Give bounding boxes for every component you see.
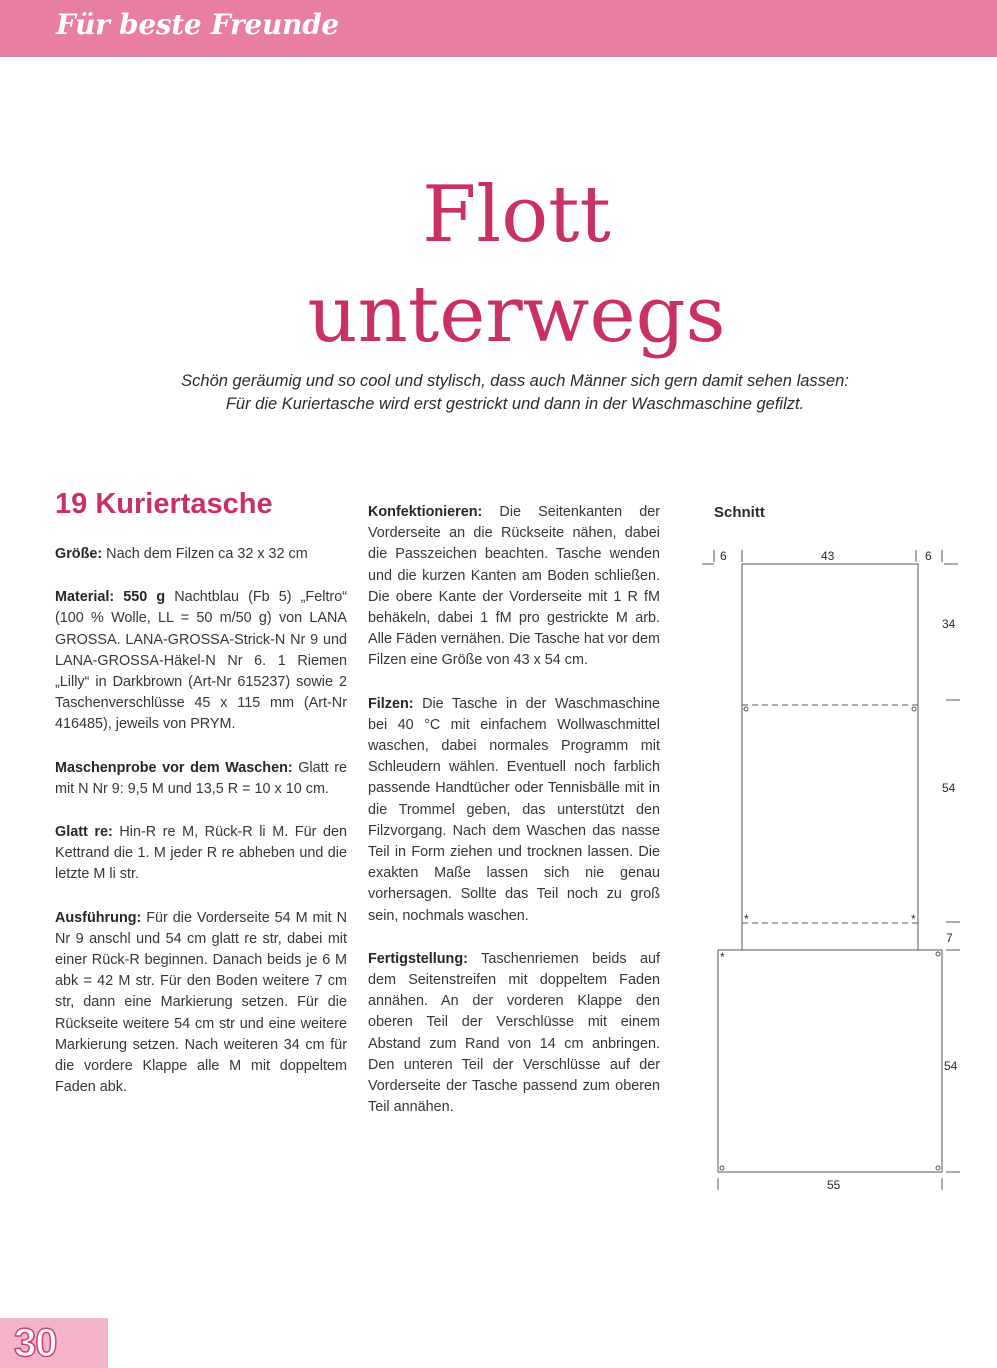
paragraph-label: Glatt re: <box>55 824 113 841</box>
pattern-diagram <box>700 530 970 1200</box>
title-line-2: unterwegs <box>307 270 726 360</box>
intro-line-2: Für die Kuriertasche wird erst gestrickt und dann in der Waschmaschine gefilzt. <box>225 395 805 413</box>
mark-circle <box>936 1166 940 1170</box>
section-heading: 19 Kuriertasche <box>55 488 273 520</box>
paragraph-text: Glatt re mit N Nr 9: 9,5 M und 13,5 R = 10 x 10 cm. <box>55 759 347 797</box>
title-line-1: Flott <box>422 170 611 260</box>
dim-label-h3: 7 <box>946 931 953 945</box>
intro-line-1: Schön geräumig und so cool und stylisch, dass auch Männer sich gern damit sehen lassen: <box>181 372 849 390</box>
dim-label-h2: 54 <box>942 781 956 795</box>
paragraph-label: Material: 550 g <box>55 589 166 606</box>
paragraph-material <box>55 587 347 735</box>
paragraph-text: Hin-R re M, Rück-R li M. Für den Kettrand die 1. M jeder R re abheben und die letzte M li str. <box>55 824 347 883</box>
paragraph-label: Maschenprobe vor dem Waschen: <box>55 759 293 776</box>
marker-star: * <box>744 912 749 926</box>
paragraph-text: Für die Vorderseite 54 M mit N Nr 9 anschl und 54 cm glatt re str, dabei mit einer Rück-R beginnen. Danach beids je 6 M abk = 42 M str. Für den Boden weitere 7 cm str, dann eine Markierung setzen. Für die Rückseite weitere 54 cm str und eine weitere Markierung setzen. Nach weiteren 34 cm für die vordere Klappe alle M mit doppeltem Faden abk. <box>55 909 347 1096</box>
pattern-front <box>718 950 942 1172</box>
paragraph-assembly <box>368 502 660 672</box>
dim-label-h1: 34 <box>942 617 956 631</box>
page-number: 30 <box>14 1321 57 1365</box>
dim-label-top-left: 6 <box>720 549 727 563</box>
paragraph-size <box>55 544 347 565</box>
paragraph-text: Nach dem Filzen ca 32 x 32 cm <box>102 546 308 562</box>
paragraph-text: Die Seitenkanten der Vorderseite an die Rückseite nähen, dabei die Passzeichen beachten. Tasche wenden und die kurzen Kanten am Boden schließen. Die obere Kante der Vorderseite mit 1 R fM behäkeln, dabei 1 fM pro gestrickte M arb. Alle Fäden vernähen. Die Tasche hat vor dem Filzen eine Größe von 43 x 54 cm. <box>368 504 660 669</box>
paragraph-stitch <box>55 822 347 886</box>
marker-star: * <box>720 950 725 964</box>
pattern-upper <box>742 564 918 950</box>
paragraph-label: Filzen: <box>368 695 414 712</box>
paragraph-text: Die Tasche in der Waschmaschine bei 40 °C mit einfachem Wollwaschmittel waschen, dabei normales Programm mit Schleudern wählen. Eventuell noch farblich passende Handtücher oder Tennisbälle mit in die Trommel geben, das unterstützt den Filzvorgang. Nach dem Waschen das nasse Teil in Form ziehen und trocknen lassen. Die exakten Maße lassen sich nie genau vorhersagen. Sollte das Teil noch zu groß sein, nochmals waschen. <box>368 695 660 924</box>
paragraph-label: Fertigstellung: <box>368 950 468 967</box>
paragraph-text: Nachtblau (Fb 5) „Feltro“ (100 % Wolle, LL = 50 m/50 g) von LANA GROSSA. LANA-GROSSA-Strick-N Nr 9 und LANA-GROSSA-Häkel-N Nr 6. 1 Riemen „Lilly“ in Darkbrown (Art-Nr 615237) sowie 2 Taschenverschlüsse 45 x 115 mm (Art-Nr 416485), jeweils von PRYM. <box>55 589 347 733</box>
paragraph-text: Taschenriemen beids auf dem Seitenstreifen mit doppeltem Faden annähen. An der vorderen Klappe den oberen Teil der Verschlüsse mit einem Abstand zum Rand von 14 cm anbringen. Den unteren Teil der Verschlüsse auf der Vorderseite der Tasche passend zum oberen Teil annähen. <box>368 950 660 1116</box>
paragraph-finishing <box>368 949 660 1119</box>
paragraph-gauge <box>55 758 347 800</box>
dim-label-h4: 54 <box>944 1059 958 1073</box>
mark-circle <box>936 952 940 956</box>
column-left <box>55 544 347 1120</box>
paragraph-label: Konfektionieren: <box>368 504 483 520</box>
mark-circle <box>744 707 748 711</box>
dim-label-top-right: 6 <box>925 549 932 563</box>
mark-circle <box>720 1166 724 1170</box>
marker-star: * <box>911 912 916 926</box>
header-banner <box>0 0 997 57</box>
dim-label-bottom-width: 55 <box>827 1178 841 1192</box>
column-middle <box>368 502 660 1140</box>
diagram-title: Schnitt <box>714 504 765 521</box>
paragraph-label: Ausführung: <box>55 909 142 926</box>
paragraph-label: Größe: <box>55 546 103 562</box>
banner-title: Für beste Freunde <box>56 8 339 41</box>
dim-label-top-width: 43 <box>821 549 835 563</box>
paragraph-execution <box>55 908 347 1099</box>
mark-circle <box>912 707 916 711</box>
paragraph-felting <box>368 694 660 927</box>
